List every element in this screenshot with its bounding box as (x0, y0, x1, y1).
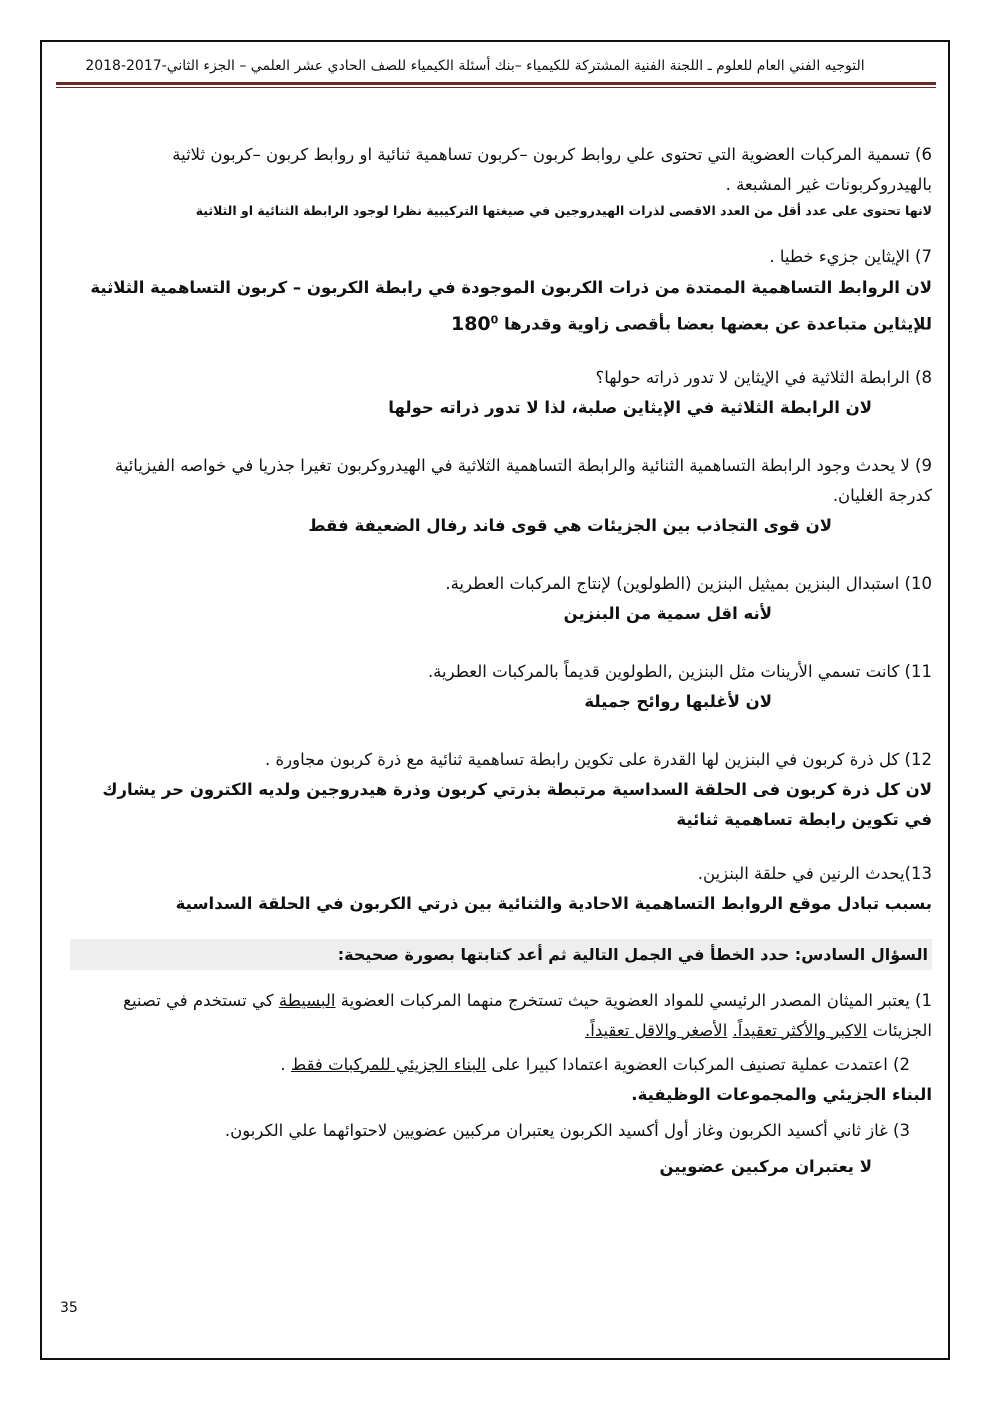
question-12 (70, 745, 932, 835)
answer-text: لان قوى التجاذب بين الجزيئات هي قوى فاند رفال الضعيفة فقط (308, 515, 832, 535)
question-text: 10) استبدال البنزين بميثيل البنزين (الطولوين) لإنتاج المركبات العطرية. (445, 573, 932, 593)
underlined-correction: الأصغر والاقل تعقيداً. (585, 1020, 728, 1040)
statement-part: 1) يعتبر الميثان المصدر الرئيسي للمواد العضوية حيث تستخرج منهما المركبات العضوية (335, 990, 932, 1010)
answer-text: لانها تحتوى على عدد أقل من العدد الاقصى لذرات الهيدروجين في صيغتها التركيبية نظرا لوجود الرابطة الثنائية او الثلاثية (195, 203, 932, 218)
document-body (70, 140, 932, 1182)
question-9 (70, 451, 932, 541)
question-text: 13)يحدث الرنين في حلقة البنزين. (697, 863, 932, 883)
question-7 (70, 242, 932, 341)
question-text: 6) تسمية المركبات العضوية التي تحتوى علي روابط كربون –كربون تساهمية ثنائية او روابط كربون –كربون ثلاثية بالهيدروكربونات غير المشبعة . (172, 145, 932, 194)
statement-3 (70, 1116, 932, 1182)
question-text: 9) لا يحدث وجود الرابطة التساهمية الثنائية والرابطة التساهمية الثلاثية في الهيدروكربون تغيرا جذريا في خواصه الفيزيائية كدرجة الغليان. (114, 455, 932, 505)
question-13 (70, 859, 932, 919)
answer-text: لا يعتبران مركبين عضويين (659, 1156, 872, 1176)
question-6 (70, 140, 932, 222)
answer-text: لأنه اقل سمية من البنزين (563, 603, 772, 623)
statement-text (70, 1050, 932, 1080)
header-divider (56, 82, 936, 85)
answer-text (70, 272, 932, 341)
answer-text: لان الرابطة الثلاثية في الإيثاين صلبة، لذا لا تدور ذراته حولها (388, 397, 872, 417)
underlined-error: البسيطة (278, 990, 336, 1010)
question-11 (70, 657, 932, 717)
answer-text: البناء الجزيئي والمجموعات الوظيفية. (631, 1084, 932, 1104)
answer-text: لان كل ذرة كربون فى الحلقة السداسية مرتبطة بذرتي كربون وذرة هيدروجين ولديه الكترون حر يشارك في تكوين رابطة تساهمية ثنائية (102, 779, 932, 829)
question-text: 7) الإيثاين جزيء خطيا . (769, 247, 932, 266)
underlined-error: البناء الجزيئي للمركبات فقط (290, 1054, 487, 1074)
statement-part: . (280, 1054, 291, 1074)
question-text: 8) الرابطة الثلاثية في الإيثاين لا تدور ذراته حولها؟ (595, 367, 932, 387)
answer-body: لان الروابط التساهمية الممتدة من ذرات الكربون الموجودة في رابطة الكربون – كربون التساهمية الثلاثية للإيثاين متباعدة عن بعضها بعضا بأقصى زاوية وقدرها (90, 278, 932, 334)
statement-part: كي تستخدم في تصنيع الجزيئات (123, 990, 932, 1040)
answer-text: بسبب تبادل موقع الروابط التساهمية الاحادية والثنائية بين ذرتي الكربون في الحلقة السداسية (175, 893, 932, 913)
question-text: 11) كانت تسمي الأرينات مثل البنزين ,الطولوين قديماً بالمركبات العطرية. (427, 661, 932, 681)
answer-text: لان لأغلبها روائح جميلة (584, 691, 772, 711)
degree-superscript: 0 (490, 313, 499, 326)
header-divider-thin (56, 87, 936, 88)
question-8 (70, 363, 932, 423)
section-heading: السؤال السادس: حدد الخطأ في الجمل التالية ثم أعد كتابتها بصورة صحيحة: (70, 939, 932, 970)
angle-value (450, 312, 499, 335)
statement-2 (70, 1050, 932, 1110)
statement-text (70, 986, 932, 1046)
page-header: التوجيه الفني العام للعلوم ـ اللجنة الفنية المشتركة للكيمياء –بنك أسئلة الكيمياء للصف الحادي عشر العلمي – الجزء الثاني-2017-2018 (85, 58, 865, 74)
underlined-error: الاكبر والأكثر تعقيداً. (732, 1020, 868, 1040)
statement-part: 2) اعتمدت عملية تصنيف المركبات العضوية اعتمادا كبيرا على (486, 1054, 910, 1074)
statement-1 (70, 986, 932, 1046)
question-text: 12) كل ذرة كربون في البنزين لها القدرة على تكوين رابطة تساهمية ثنائية مع ذرة كربون مجاورة . (265, 749, 932, 769)
question-10 (70, 569, 932, 629)
statement-text: 3) غاز ثاني أكسيد الكربون وغاز أول أكسيد الكربون يعتبران مركبين عضويين لاحتوائهما علي الكربون. (224, 1120, 910, 1140)
page-number: 35 (60, 1300, 78, 1316)
angle-number: 180 (450, 312, 491, 335)
